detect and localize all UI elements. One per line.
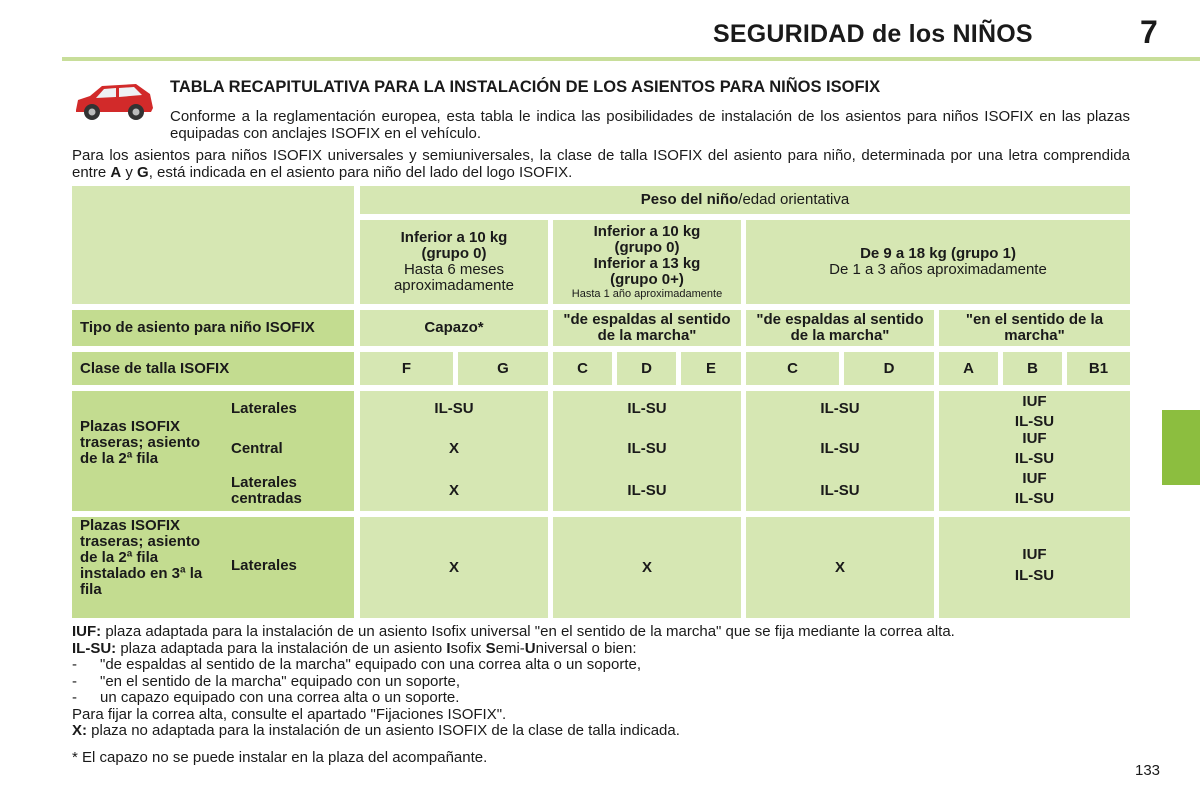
class-cell: E	[681, 352, 741, 385]
intro-paragraph: Conforme a la reglamentación europea, esta tabla le indica las posibilidades de instalación de los asientos para niños ISOFIX en las plazas equipadas con anclajes ISOFIX en el vehículo.	[170, 108, 1130, 142]
position-central: Central	[231, 440, 283, 457]
class-cell: D	[617, 352, 676, 385]
intro-paragraph-2: Para los asientos para niños ISOFIX universales y semiuniversales, la clase de talla ISOFIX del asiento para niño, determinada por una letra comprendida entre A y G, está indicada en el asiento para niño del lado del logo ISOFIX.	[72, 147, 1130, 181]
note-ilsu: IL-SU: plaza adaptada para la instalación de un asiento Isofix Semi-Universal o bien:	[72, 639, 637, 657]
value-cell: IL-SU	[434, 400, 474, 417]
class-cell: G	[458, 352, 548, 385]
row3-label: Plazas ISOFIX traseras; asiento de la 2ª fila instalado en 3ª la fila	[80, 517, 203, 598]
class-cell: A	[939, 352, 998, 385]
type-forward-facing: "en el sentido de la marcha"	[939, 310, 1130, 346]
footnote-star: * El capazo no se puede instalar en la plaza del acompañante.	[72, 749, 488, 766]
note-item: - "de espaldas al sentido de la marcha" equipado con una correa alta o un soporte,	[72, 656, 642, 673]
note-item: - un capazo equipado con una correa alta o un soporte.	[72, 689, 460, 706]
type-capazo: Capazo*	[360, 310, 548, 346]
chapter-tab	[1162, 410, 1200, 485]
group-1-header: De 9 a 18 kg (grupo 1) De 1 a 3 años aproximadamente	[746, 220, 1130, 304]
position-laterales-centradas: Laterales centradas	[231, 474, 302, 507]
note-item: - "en el sentido de la marcha" equipado con un soporte,	[72, 672, 461, 690]
value-cell: X	[448, 482, 459, 499]
section-title: TABLA RECAPITULATIVA PARA LA INSTALACIÓN DE LOS ASIENTOS PARA NIÑOS ISOFIX	[170, 78, 881, 96]
value-cell: IL-SU	[1014, 450, 1055, 467]
page-number: 133	[1135, 762, 1161, 779]
value-cell: X	[448, 440, 459, 457]
chapter-number: 7	[1140, 14, 1158, 50]
note-iuf: IUF: plaza adaptada para la instalación de un asiento Isofix universal "en el sentido de la marcha" que se fija mediante la correa alta.	[72, 623, 955, 640]
group-0-header: Inferior a 10 kg (grupo 0) Hasta 6 meses aproximadamente	[360, 220, 548, 304]
class-cell: B1	[1067, 352, 1130, 385]
value-cell: IL-SU	[1014, 413, 1055, 430]
isofix-table	[72, 186, 1130, 618]
chapter-title: SEGURIDAD de los NIÑOS	[713, 20, 1033, 48]
car-icon	[72, 80, 156, 124]
value-cell: IUF	[1022, 546, 1047, 563]
value-cell: IL-SU	[820, 440, 860, 457]
value-cell: IL-SU	[627, 440, 667, 457]
class-cell: C	[553, 352, 612, 385]
class-cell: B	[1003, 352, 1062, 385]
value-cell: IL-SU	[1014, 567, 1055, 584]
legend-notes	[72, 624, 1132, 740]
class-cell: F	[360, 352, 453, 385]
row3-g0p-cell: X	[553, 517, 741, 618]
class-row-label: Clase de talla ISOFIX	[72, 352, 354, 385]
weight-header: Peso del niño/edad orientativa	[360, 186, 1130, 214]
row3-back-cell: X	[746, 517, 934, 618]
group-0plus-header: Inferior a 10 kg (grupo 0) Inferior a 13 kg (grupo 0+) Hasta 1 año aproximadamente	[553, 220, 741, 304]
header-rule	[62, 57, 1200, 61]
note-x: X: plaza no adaptada para la instalación de un asiento ISOFIX de la clase de talla indicada.	[72, 722, 680, 739]
value-cell: IL-SU	[820, 400, 860, 417]
type-rear-facing-1: "de espaldas al sentido de la marcha"	[746, 310, 934, 346]
class-cell: D	[844, 352, 934, 385]
class-cell: C	[746, 352, 839, 385]
position-laterales: Laterales	[231, 400, 297, 417]
row2-label: Plazas ISOFIX traseras; asiento de la 2ª fila	[80, 418, 201, 467]
note-fix: Para fijar la correa alta, consulte el apartado "Fijaciones ISOFIX".	[72, 705, 507, 723]
type-row-label: Tipo de asiento para niño ISOFIX	[72, 310, 354, 346]
position-laterales: Laterales	[231, 557, 297, 574]
value-cell: IL-SU	[627, 400, 667, 417]
table-corner-cell	[72, 186, 354, 304]
value-cell: IUF	[1022, 393, 1047, 410]
value-cell: IUF	[1022, 430, 1047, 447]
type-rear-facing-0plus: "de espaldas al sentido de la marcha"	[553, 310, 741, 346]
value-cell: IL-SU	[1014, 490, 1055, 507]
row3-capazo-cell: X	[360, 517, 548, 618]
value-cell: IUF	[1022, 470, 1047, 487]
value-cell: IL-SU	[627, 482, 667, 499]
value-cell: IL-SU	[820, 482, 860, 499]
